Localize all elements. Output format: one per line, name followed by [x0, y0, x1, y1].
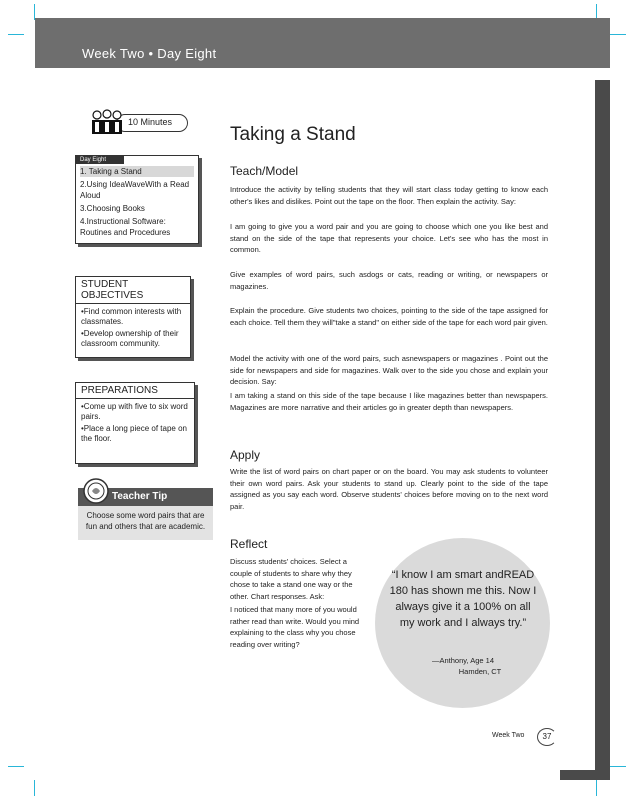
quote-place: Hamden, CT — [458, 667, 502, 676]
objectives-list — [76, 307, 190, 349]
header-title: Week Two • Day Eight — [82, 46, 217, 61]
timer-label: 10 Minutes — [128, 117, 173, 127]
timer — [90, 108, 190, 136]
preparations-box — [75, 382, 195, 464]
reflect-paragraph: Discuss students' choices. Select a couple of students to share why they chose to take a stand one way or the other. Chart responses. Ask: — [230, 557, 353, 601]
agenda-item: 2.Using IdeaWaveWith a Read Aloud — [80, 180, 190, 200]
teacher-tip-icon — [83, 478, 109, 504]
teacher-tip-body: Choose some word pairs that are fun and others that are academic. — [78, 506, 213, 540]
preparation-item: •Place a long piece of tape on the floor. — [81, 424, 187, 443]
footer-label: Week Two — [492, 732, 525, 739]
teach-paragraph: Give examples of word pairs, such asdogs or cats, reading or writing, or newspapers or magazines. — [230, 270, 548, 291]
students-icon — [90, 108, 124, 136]
crop-mark — [8, 766, 24, 767]
agenda-item: 1. Taking a Stand — [80, 166, 194, 177]
page-title: Taking a Stand — [230, 124, 356, 145]
quote-author: —Anthony, Age 14 — [432, 656, 494, 665]
objective-item: •Find common interests with classmates. — [81, 307, 182, 326]
reflect-say-paragraph: I noticed that many more of you would rather read than write. Would you mind explaining to the class why you chose reading over writing? — [230, 605, 360, 649]
page-shadow — [595, 80, 610, 780]
teacher-tip-title: Teacher Tip — [112, 491, 168, 502]
day-tab: Day Eight — [76, 156, 124, 164]
apply-paragraph: Write the list of word pairs on chart paper or on the board. You may ask students to volunteer their own word pairs. Ask your students to stand up. Clearly point to the side of the tape assigned as you say each word. Observe students' choices before moving on to the next word pair. — [230, 467, 548, 511]
crop-mark — [596, 780, 597, 796]
preparation-item: •Come up with five to six word pairs. — [81, 402, 188, 421]
quote-attribution — [398, 655, 528, 677]
crop-mark — [610, 34, 626, 35]
objectives-heading: STUDENT OBJECTIVES — [76, 277, 190, 304]
reflect-heading: Reflect — [230, 537, 268, 551]
teach-paragraph: Introduce the activity by telling students that they will start class today getting to know each other's likes and dislikes. Point out the tape on the floor. Then explain the activity. Say: — [230, 185, 548, 206]
apply-heading: Apply — [230, 448, 261, 462]
crop-mark — [610, 766, 626, 767]
objective-item: •Develop ownership of their classroom community. — [81, 329, 179, 348]
crop-mark — [34, 780, 35, 796]
agenda-item: 4.Instructional Software: Routines and Procedures — [80, 217, 171, 237]
agenda-item: 3.Choosing Books — [80, 204, 145, 213]
student-quote: “I know I am smart andREAD 180 has shown me this. Now I always give it a 100% on all my work and I always try.” — [389, 569, 537, 629]
student-objectives-box — [75, 276, 191, 358]
teach-model-heading: Teach/Model — [230, 164, 299, 178]
day-agenda-box — [75, 155, 199, 244]
teach-say-paragraph: I am going to give you a word pair and you are going to choose which one you like best and stand on the side of the tape that represents your choice. Let's see who has the most in common. — [230, 222, 548, 254]
agenda-list — [76, 166, 198, 238]
teach-say-paragraph: I am taking a stand on this side of the tape because I like magazines better than newspapers. Magazines are more narrative and their articles go in greater depth than newspapers. — [230, 391, 548, 412]
teach-paragraph: Explain the procedure. Give students two choices, pointing to the side of the tape assigned for each choice. Tell them they will"take a stand" on either side of the tape for each word pair given. — [230, 306, 548, 327]
preparations-heading: PREPARATIONS — [76, 383, 194, 399]
teach-paragraph: Model the activity with one of the word pairs, such asnewspapers or magazines . Point out the side for newspapers and side for magazines. Walk over to the side you chose and explain your decision. Say: — [230, 354, 548, 386]
page-number: 37 — [537, 728, 557, 746]
preparations-list — [76, 402, 194, 444]
crop-mark — [8, 34, 24, 35]
